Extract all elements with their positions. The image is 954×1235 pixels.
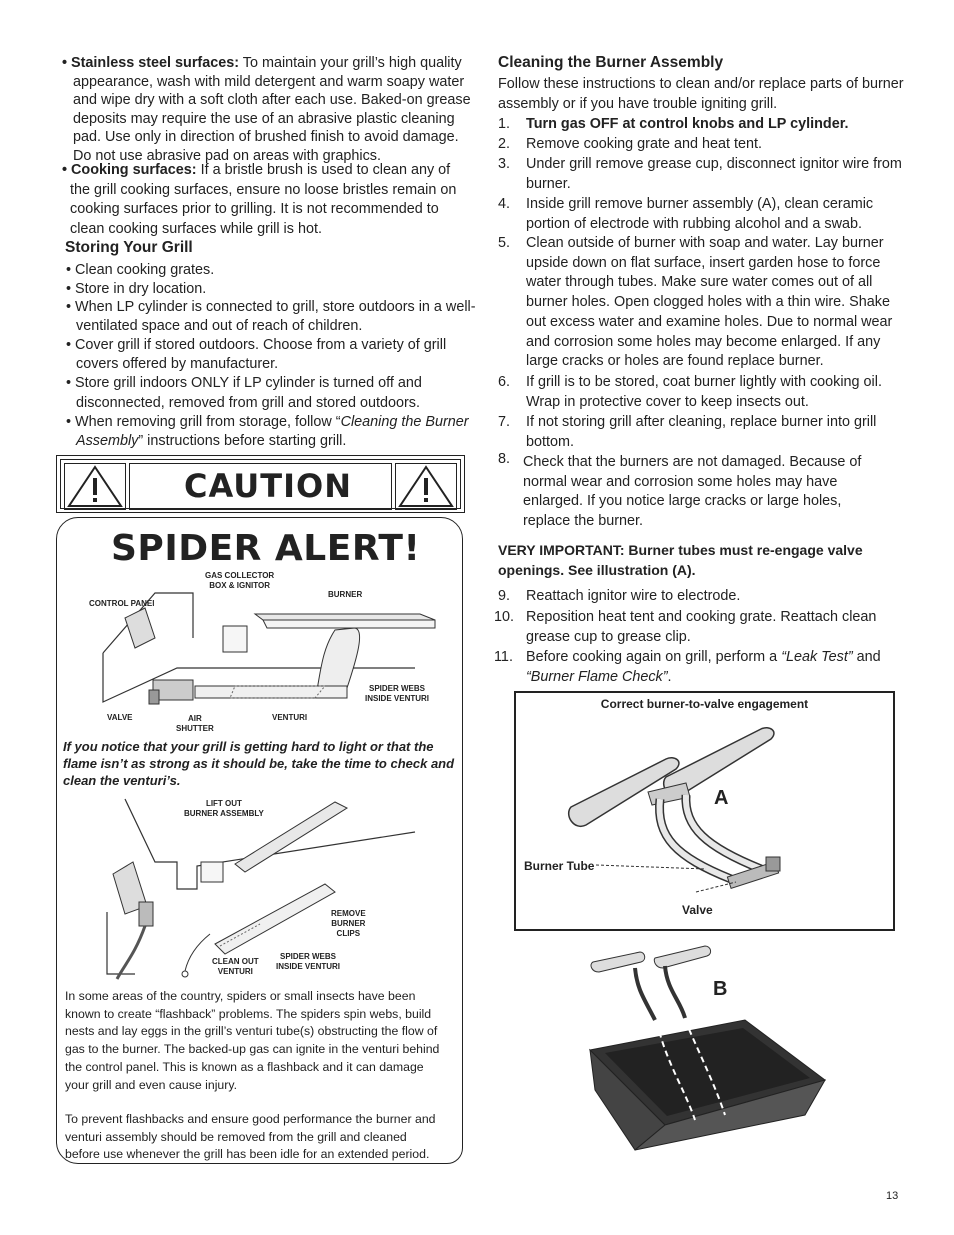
figure-a-letter: A (714, 787, 729, 809)
venturi-warning-text: If you notice that your grill is getting hard to light or that the flame isn’t as strong as it should be, take the time to check and clean the venturi’s. (63, 739, 455, 788)
list-item: 8. Check that the burners are not damaged. Because of normal wear and corrosion some holes may have enlarged. If you notice large cracks or large holes, replace the burner. (498, 451, 862, 530)
burner-assembly-illustration (556, 717, 856, 907)
cooking-surfaces-paragraph: • Cooking surfaces: If a bristle brush is used to clean any of the grill cooking surfaces, ensure no loose bristles remain on cooking surfaces prior to grilling. It is not recommended to clean cooking surfaces while grill is hot. (62, 162, 457, 237)
very-important-note: VERY IMPORTANT: Burner tubes must re-engage valve openings. See illustration (A). (498, 542, 863, 578)
list-item: 4. Inside grill remove burner assembly (A), clean ceramic portion of electrode with rubbing alcohol and a swab. (498, 196, 874, 232)
list-item: 7. If not storing grill after cleaning, replace burner into grill bottom. (498, 414, 877, 450)
figure-a-title: Correct burner-to-valve engagement (600, 697, 809, 711)
storing-heading: Storing Your Grill (65, 239, 193, 256)
stainless-steel-paragraph: • Stainless steel surfaces: To maintain your grill’s high quality appearance, wash with mild detergent and warm soapy water and wipe dry with a soft cloth after each use. Baked-on grease deposits may require the use of an abrasive plastic cleaning pad. Use only in direction of brushed finish to avoid damage. Do not use abrasive pad on areas with graphics. (62, 55, 471, 164)
figure-b (585, 940, 830, 1162)
valve-label: Valve (682, 903, 713, 917)
list-item: 10. Reposition heat tent and cooking grate. Reattach clean grease cup to grease clip. (494, 609, 877, 645)
cleaning-intro: Follow these instructions to clean and/or replace parts of burner assembly or if you have trouble igniting grill. (498, 76, 904, 112)
list-item: 3. Under grill remove grease cup, disconnect ignitor wire from burner. (498, 156, 902, 192)
burner-removal-diagram: LIFT OUT BURNER ASSEMBLY REMOVE BURNER CLIPS CLEAN OUT VENTURI SPIDER WEBS INSIDE VENTURI (85, 794, 445, 984)
steps-list (0, 115, 954, 531)
list-item: 1. Turn gas OFF at control knobs and LP cylinder. (498, 116, 849, 132)
figure-a-box (514, 691, 895, 931)
list-item: 6. If grill is to be stored, coat burner lightly with cooking oil. Wrap in protective cover to keep insects out. (498, 374, 882, 410)
list-item: 9. Reattach ignitor wire to electrode. (498, 588, 741, 604)
figure-b-letter: B (713, 978, 728, 1000)
steps-list-2 (0, 587, 954, 688)
venturi-diagram: GAS COLLECTOR BOX & IGNITOR CONTROL PANEl BURNER SPIDER WEBS INSIDE VENTURI VALVE AIR SHUTTER VENTURI (85, 568, 445, 738)
cleaning-heading: Cleaning the Burner Assembly (498, 54, 724, 71)
list-item: 5. Clean outside of burner with soap and water. Lay burner upside down on flat surface, insert garden hose to force water through tubes. Make sure water comes out of all burner holes. Open clogged holes with a thin wire. Shake out excess water and examine holes. Due to normal wear and corrosion some holes may become enlarged. If any large cracks or holes are found replace burner. (498, 235, 893, 370)
spider-alert-title: SPIDER ALERT! (111, 528, 421, 569)
list-item: 2. Remove cooking grate and heat tent. (498, 136, 762, 152)
list-item: 11. Before cooking again on grill, perform a “Leak Test” and “Burner Flame Check”. (494, 649, 881, 685)
page-number: 13 (886, 1190, 899, 1202)
storing-list: • Clean cooking grates. • Store in dry location. • When LP cylinder is connected to grill, store outdoors in a well- ventilated space and out of reach of children. • Cover grill if stored outdoors. Choose from a variety of grill covers offered by manufacturer. • Store grill indoors ONLY if LP cylinder is turned off and disconnected, removed from grill and stored outdoors. • When removing grill from storage, follow “Cleaning the Burner Assembly” instructions before starting grill. (66, 262, 476, 449)
burner-tube-label: Burner Tube (524, 859, 595, 873)
flashback-paragraph: In some areas of the country, spiders or small insects have been known to create “flashback” problems. The spiders spin webs, build nests and lay eggs in the grill’s venturi tube(s) obstructing the flow of gas to the burner. The backed-up gas can ignite in the venturi behind the control panel. This is known as a flashback and it can damage your grill and even cause injury. (65, 989, 440, 1092)
caution-title: CAUTION (129, 463, 392, 510)
prevent-flashback-paragraph: To prevent flashbacks and ensure good performance the burner and venturi assembly should be removed from the grill and cleaned before use whenever the grill has been idle for an extended period. (65, 1112, 436, 1162)
